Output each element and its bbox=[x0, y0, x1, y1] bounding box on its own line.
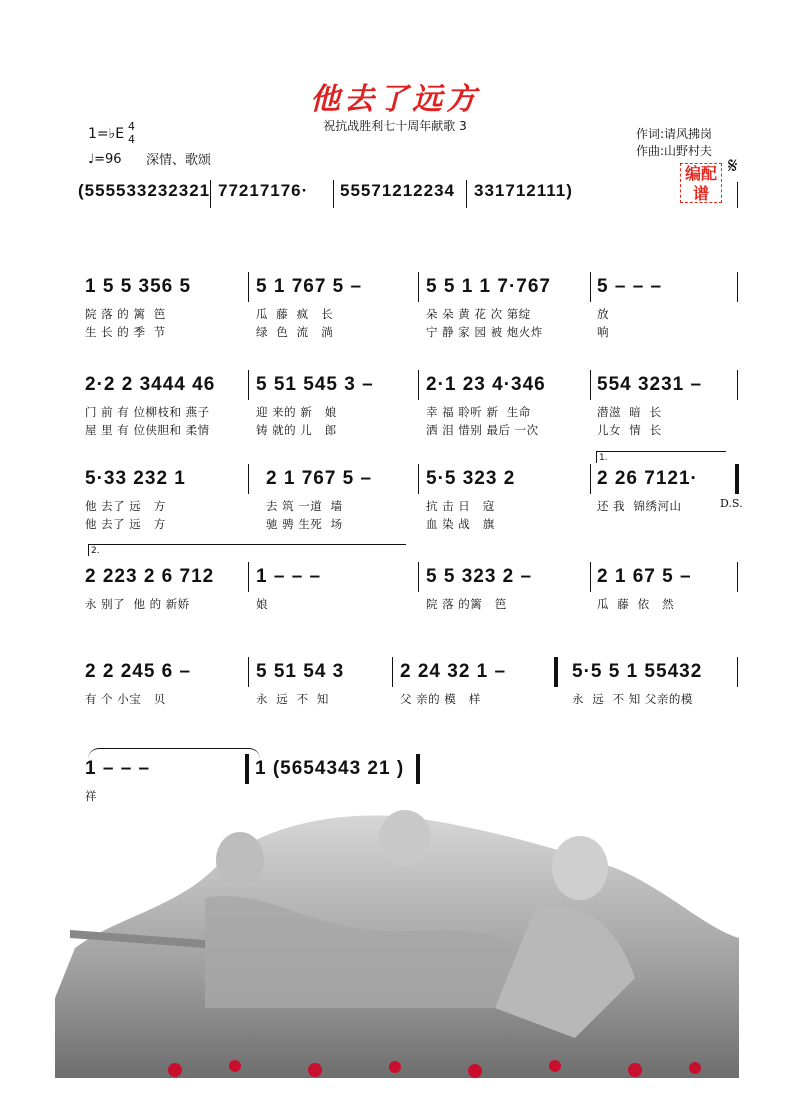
barline bbox=[466, 180, 467, 208]
lyric-line: 永 别了 他 的 新娇 bbox=[85, 597, 190, 611]
barline bbox=[737, 657, 738, 687]
measure-notes: 5·5 5 1 55432 bbox=[572, 661, 703, 682]
volta-1: 1. bbox=[596, 451, 726, 463]
arranger-stamp: 编配谱 bbox=[680, 163, 722, 203]
barline bbox=[392, 657, 393, 687]
lyric-line: 朵 朵 黄 花 次 第绽 bbox=[426, 307, 531, 321]
lyric-line: 驰 骋 生死 场 bbox=[266, 517, 343, 531]
measure-notes: 2 1 67 5 – bbox=[597, 566, 692, 587]
barline bbox=[210, 180, 211, 208]
repeat-end-barline bbox=[245, 754, 249, 784]
barline bbox=[248, 272, 249, 302]
measure-notes: 331712111) bbox=[474, 181, 573, 200]
measure-notes: 5·33 232 1 bbox=[85, 468, 186, 489]
key-signature: 1=♭E bbox=[88, 126, 125, 142]
repeat-start-barline bbox=[554, 657, 558, 687]
lyric-line: 有 个 小宝 贝 bbox=[85, 692, 166, 706]
lyric-line: 幸 福 聆听 新 生命 bbox=[426, 405, 531, 419]
lyric-line: 娘 bbox=[256, 597, 268, 611]
barline bbox=[590, 562, 591, 592]
measure-notes: 2·2 2 3444 46 bbox=[85, 374, 216, 395]
time-signature-top: 4 bbox=[128, 120, 135, 133]
barline bbox=[737, 182, 738, 208]
lyric-line: 永 远 不 知 父亲的模 bbox=[572, 692, 693, 706]
lyric-line: 院 落 的篱 笆 bbox=[426, 597, 507, 611]
lyric-line: 祥 bbox=[85, 789, 97, 803]
expression-marking: 深情、歌颂 bbox=[146, 153, 212, 168]
lyricist: 作词:请风拂岗 bbox=[636, 127, 713, 141]
lyric-line: 还 我 锦绣河山 bbox=[597, 499, 682, 513]
measure-notes: 2 24 32 1 – bbox=[400, 661, 507, 682]
barline bbox=[590, 272, 591, 302]
lyric-line: 永 远 不 知 bbox=[256, 692, 329, 706]
measure-notes: 5 51 545 3 – bbox=[256, 374, 374, 395]
lyric-line: 响 bbox=[597, 325, 609, 339]
lyric-line: 洒 泪 惜别 最后 一次 bbox=[426, 423, 539, 437]
barline bbox=[248, 464, 249, 494]
tempo-marking: ♩=96 bbox=[88, 152, 122, 167]
barline bbox=[248, 657, 249, 687]
lyric-line: 门 前 有 位柳枝和 燕子 bbox=[85, 405, 210, 419]
measure-notes: 5 5 323 2 – bbox=[426, 566, 533, 587]
time-signature-bottom: 4 bbox=[128, 133, 135, 146]
measure-notes: 2 2 245 6 – bbox=[85, 661, 192, 682]
double-barline bbox=[735, 464, 739, 494]
time-signature bbox=[122, 120, 135, 146]
measure-notes: 554 3231 – bbox=[597, 374, 703, 395]
barline bbox=[590, 370, 591, 400]
subtitle: 祝抗战胜利七十周年献歌 3 bbox=[323, 119, 467, 133]
lyric-line: 宁 静 家 园 被 炮火炸 bbox=[426, 325, 543, 339]
song-title: 他去了远方 bbox=[310, 82, 480, 117]
barline bbox=[418, 464, 419, 494]
barline bbox=[737, 370, 738, 400]
lyric-line: 父 亲的 模 样 bbox=[400, 692, 481, 706]
lyric-line: 瓜 藤 依 然 bbox=[597, 597, 675, 611]
measure-notes: 5 5 1 1 7·767 bbox=[426, 276, 551, 297]
measure-notes: 1 (5654343 21 ) bbox=[255, 758, 405, 779]
barline bbox=[333, 180, 334, 208]
volta-2: 2. bbox=[88, 544, 406, 556]
measure-notes: 5·5 323 2 bbox=[426, 468, 516, 489]
lyric-line: 放 bbox=[597, 307, 609, 321]
measure-notes: 2 223 2 6 712 bbox=[85, 566, 215, 587]
stone-sculpture-illustration bbox=[55, 808, 739, 1078]
measure-notes: 2 26 7121· bbox=[597, 468, 698, 489]
lyric-line: 瓜 藤 疯 长 bbox=[256, 307, 334, 321]
lyric-line: 儿女 情 长 bbox=[597, 423, 662, 437]
barline bbox=[590, 464, 591, 494]
lyric-line: 院 落 的 篱 笆 bbox=[85, 307, 166, 321]
lyric-line: 迎 来的 新 娘 bbox=[256, 405, 337, 419]
lyric-line: 他 去了 远 方 bbox=[85, 517, 166, 531]
lyric-line: 他 去了 远 方 bbox=[85, 499, 166, 513]
barline bbox=[737, 272, 738, 302]
measure-notes: (555533232321 bbox=[78, 181, 211, 200]
measure-notes: 55571212234 bbox=[340, 181, 456, 200]
lyric-line: 屋 里 有 位侠胆和 柔情 bbox=[85, 423, 210, 437]
barline bbox=[248, 370, 249, 400]
measure-notes: 5 – – – bbox=[597, 276, 663, 297]
final-barline bbox=[416, 754, 420, 784]
segno-icon: 𝄋 bbox=[728, 154, 738, 179]
lyric-line: 抗 击 日 寇 bbox=[426, 499, 495, 513]
lyric-line: 血 染 战 旗 bbox=[426, 517, 495, 531]
dal-segno: D.S. bbox=[720, 497, 743, 510]
measure-notes: 2·1 23 4·346 bbox=[426, 374, 546, 395]
barline bbox=[248, 562, 249, 592]
credits bbox=[636, 126, 712, 160]
lyric-line: 铸 就的 儿 郎 bbox=[256, 423, 337, 437]
measure-notes: 1 5 5 356 5 bbox=[85, 276, 192, 297]
measure-notes: 1 – – – bbox=[85, 758, 151, 779]
measure-notes: 5 1 767 5 – bbox=[256, 276, 363, 297]
lyric-line: 绿 色 流 淌 bbox=[256, 325, 334, 339]
barline bbox=[418, 272, 419, 302]
lyric-line: 潜滋 暗 长 bbox=[597, 405, 662, 419]
composer: 作曲:山野村夫 bbox=[636, 144, 713, 158]
barline bbox=[737, 562, 738, 592]
measure-notes: 2 1 767 5 – bbox=[266, 468, 373, 489]
barline bbox=[418, 370, 419, 400]
measure-notes: 5 51 54 3 bbox=[256, 661, 345, 682]
lyric-line: 生 长 的 季 节 bbox=[85, 325, 166, 339]
measure-notes: 77217176· bbox=[218, 181, 309, 200]
lyric-line: 去 筑 一道 墙 bbox=[266, 499, 343, 513]
barline bbox=[418, 562, 419, 592]
measure-notes: 1 – – – bbox=[256, 566, 322, 587]
